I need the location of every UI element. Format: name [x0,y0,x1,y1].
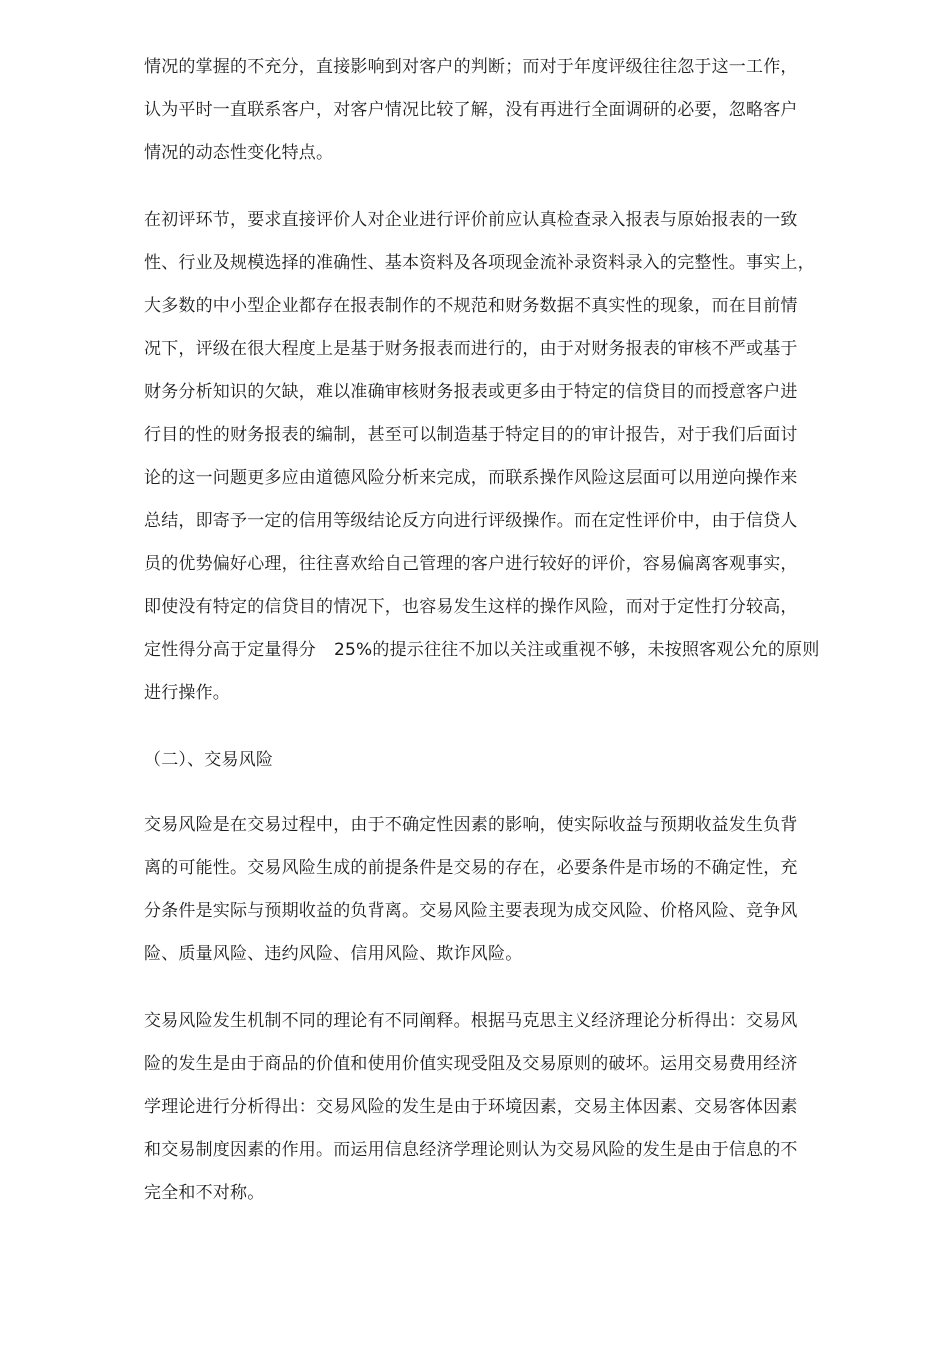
text-line: 即使没有特定的信贷目的情况下，也容易发生这样的操作风险，而对于定性打分较高， [144,597,798,617]
text-line: 论的这一问题更多应由道德风险分析来完成，而联系操作风险这层面可以用逆向操作来 [144,468,798,488]
text-line: 情况的动态性变化特点。 [144,143,334,163]
text-line: 险、质量风险、违约风险、信用风险、欺诈风险。 [144,944,523,964]
text-line: 情况的掌握的不充分，直接影响到对客户的判断；而对于年度评级往往忽于这一工作， [144,57,798,77]
text-line: 险的发生是由于商品的价值和使用价值实现受阻及交易原则的破坏。运用交易费用经济 [144,1054,798,1074]
text-line: 总结，即寄予一定的信用等级结论反方向进行评级操作。而在定性评价中，由于信贷人 [144,511,798,531]
text-line: 性、行业及规模选择的准确性、基本资料及各项现金流补录资料录入的完整性。事实上， [144,253,815,273]
text-line: 学理论进行分析得出：交易风险的发生是由于环境因素，交易主体因素、交易客体因素 [144,1097,798,1117]
section-heading: （二）、交易风险 [144,750,274,770]
text-line: 员的优势偏好心理，往往喜欢给自己管理的客户进行较好的评价，容易偏离客观事实， [144,554,798,574]
text-segment: 25%的提示往往不加以关注或重视不够，未按照客观公允的原则 [334,640,820,660]
text-line: 进行操作。 [144,683,230,703]
text-line: 财务分析知识的欠缺，难以准确审核财务报表或更多由于特定的信贷目的而授意客户进 [144,382,798,402]
text-line: 分条件是实际与预期收益的负背离。交易风险主要表现为成交风险、价格风险、竞争风 [144,901,798,921]
text-line: 况下，评级在很大程度上是基于财务报表而进行的，由于对财务报表的审核不严或基于 [144,339,798,359]
text-line: 行目的性的财务报表的编制，甚至可以制造基于特定目的的审计报告，对于我们后面讨 [144,425,798,445]
text-line: 和交易制度因素的作用。而运用信息经济学理论则认为交易风险的发生是由于信息的不 [144,1140,798,1160]
text-line [144,639,820,661]
text-line: 大多数的中小型企业都存在报表制作的不规范和财务数据不真实性的现象，而在目前情 [144,296,798,316]
text-segment: 定性得分高于定量得分 [144,640,316,660]
text-line: 交易风险发生机制不同的理论有不同阐释。根据马克思主义经济理论分析得出：交易风 [144,1011,798,1031]
text-line: 认为平时一直联系客户，对客户情况比较了解，没有再进行全面调研的必要，忽略客户 [144,100,798,120]
text-line: 离的可能性。交易风险生成的前提条件是交易的存在，必要条件是市场的不确定性，充 [144,858,798,878]
text-line: 完全和不对称。 [144,1183,265,1203]
text-line: 交易风险是在交易过程中，由于不确定性因素的影响，使实际收益与预期收益发生负背 [144,815,798,835]
text-line: 在初评环节，要求直接评价人对企业进行评价前应认真检查录入报表与原始报表的一致 [144,210,798,230]
